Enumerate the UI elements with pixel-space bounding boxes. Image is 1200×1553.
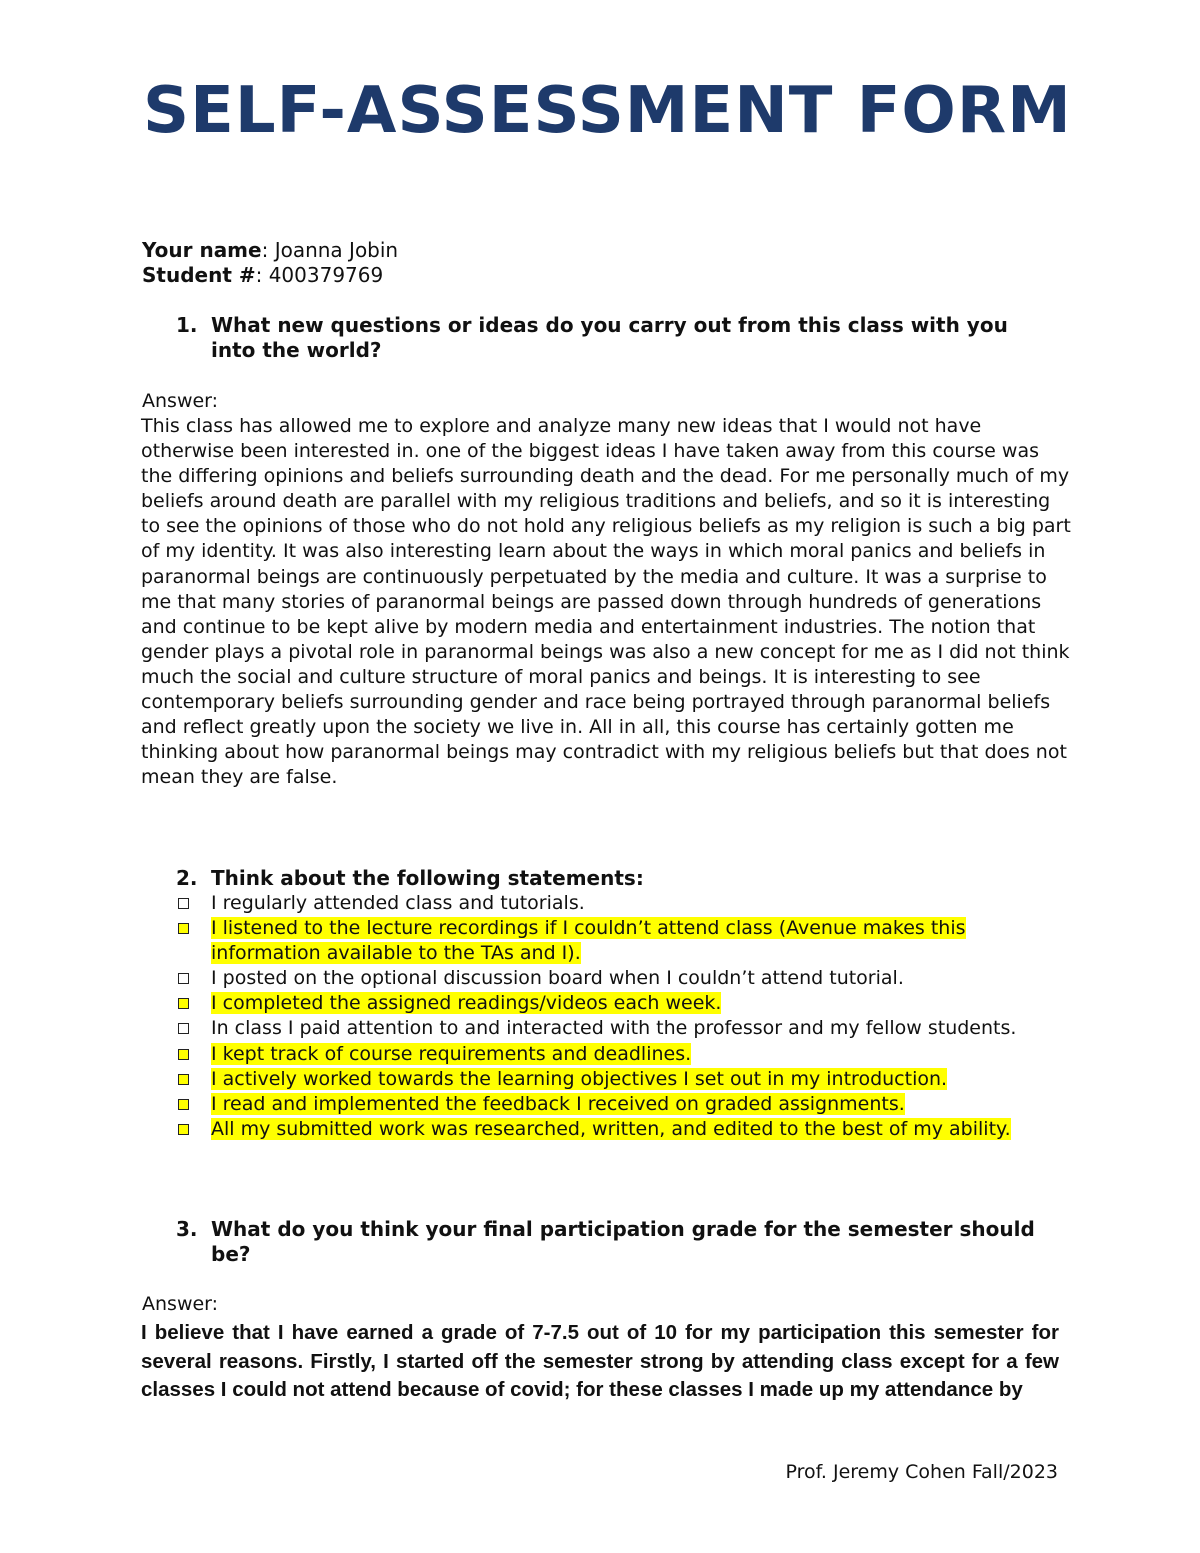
page-footer: Prof. Jeremy Cohen Fall/2023 [785, 1461, 1058, 1483]
checkbox[interactable] [178, 973, 189, 984]
checklist-item [176, 916, 1076, 966]
checklist-item [176, 966, 1076, 991]
checklist-item-text: I read and implemented the feedback I received on graded assignments. [211, 1092, 905, 1115]
checklist-item [176, 1092, 1076, 1117]
question-3 [176, 1217, 1056, 1267]
checkbox[interactable] [178, 923, 189, 934]
answer-3-label: Answer: [142, 1293, 219, 1315]
checklist-item [176, 1067, 1076, 1092]
checklist-item-text: I listened to the lecture recordings if I couldn’t attend class (Avenue makes this information available to the TAs and I). [211, 917, 966, 965]
student-number-line [142, 263, 398, 288]
checkbox[interactable] [178, 1074, 189, 1085]
checkbox[interactable] [178, 1099, 189, 1110]
name-label: Your name [142, 238, 262, 262]
question-3-number: 3. [176, 1217, 198, 1241]
question-1 [176, 313, 1056, 363]
question-2-text: Think about the following statements: [211, 866, 644, 890]
statement-checklist [176, 891, 1076, 1142]
checklist-item-text: I completed the assigned readings/videos each week. [211, 992, 722, 1015]
checklist-item-text: I actively worked towards the learning objectives I set out in my introduction. [211, 1067, 948, 1090]
name-value: : Joanna Jobin [261, 238, 399, 262]
checkbox[interactable] [178, 1124, 189, 1135]
answer-1-label: Answer: [142, 390, 219, 412]
checkbox[interactable] [178, 1023, 189, 1034]
checkbox[interactable] [178, 1049, 189, 1060]
checklist-item [176, 891, 1076, 916]
question-2 [176, 866, 1056, 891]
student-number-label: Student # [142, 263, 256, 287]
question-2-number: 2. [176, 866, 198, 890]
answer-3-text: I believe that I have earned a grade of 7-7.5 out of 10 for my participation this semester for several reasons. Firstly, I started off the semester strong by attending class except for a few classes I could not attend because of covid; for these classes I made up my attendance by [141, 1321, 1059, 1401]
form-title: SELF-ASSESSMENT FORM [143, 74, 1072, 148]
question-1-number: 1. [176, 313, 198, 337]
checklist-item [176, 1016, 1076, 1041]
checklist-item [176, 991, 1076, 1016]
student-info [142, 238, 398, 288]
name-line [142, 238, 398, 263]
answer-1-text: This class has allowed me to explore and analyze many new ideas that I would not have otherwise been interested in. one of the biggest ideas I have taken away from this course was the differing opinions and beliefs surrounding death and the dead. For me personally much of my beliefs around death are parallel with my religious traditions and beliefs, and so it is interesting to see the opinions of those who do not hold any religious beliefs as my religion is such a big part of my identity. It was also interesting learn about the ways in which moral panics and beliefs in paranormal beings are continuously perpetuated by the media and culture. It was a surprise to me that many stories of paranormal beings are passed down through hundreds of generations and continue to be kept alive by modern media and entertainment industries. The notion that gender plays a pivotal role in paranormal beings was also a new concept for me as I did not think much the social and culture structure of moral panics and beings. It is interesting to see contemporary beliefs surrounding gender and race being portrayed through paranormal beliefs and reflect greatly upon the society we live in. All in all, this course has certainly gotten me thinking about how paranormal beings may contradict with my religious beliefs but that does not mean they are false. [141, 415, 1071, 789]
checklist-item-text: All my submitted work was researched, written, and edited to the best of my ability. [211, 1117, 1011, 1140]
student-number-value: : 400379769 [255, 263, 384, 287]
checklist-item [176, 1042, 1076, 1067]
question-3-text: What do you think your final participation grade for the semester should be? [211, 1217, 1035, 1266]
checkbox[interactable] [178, 998, 189, 1009]
checklist-item-text: I kept track of course requirements and deadlines. [211, 1042, 692, 1065]
checkbox[interactable] [178, 898, 189, 909]
checklist-item-text: In class I paid attention to and interacted with the professor and my fellow students. [211, 1017, 1017, 1040]
checklist-item-text: I regularly attended class and tutorials. [211, 892, 585, 914]
checklist-item-text: I posted on the optional discussion board when I couldn’t attend tutorial. [211, 967, 904, 990]
checklist-item [176, 1117, 1076, 1142]
question-1-text: What new questions or ideas do you carry out from this class with you into the world? [211, 313, 1008, 362]
